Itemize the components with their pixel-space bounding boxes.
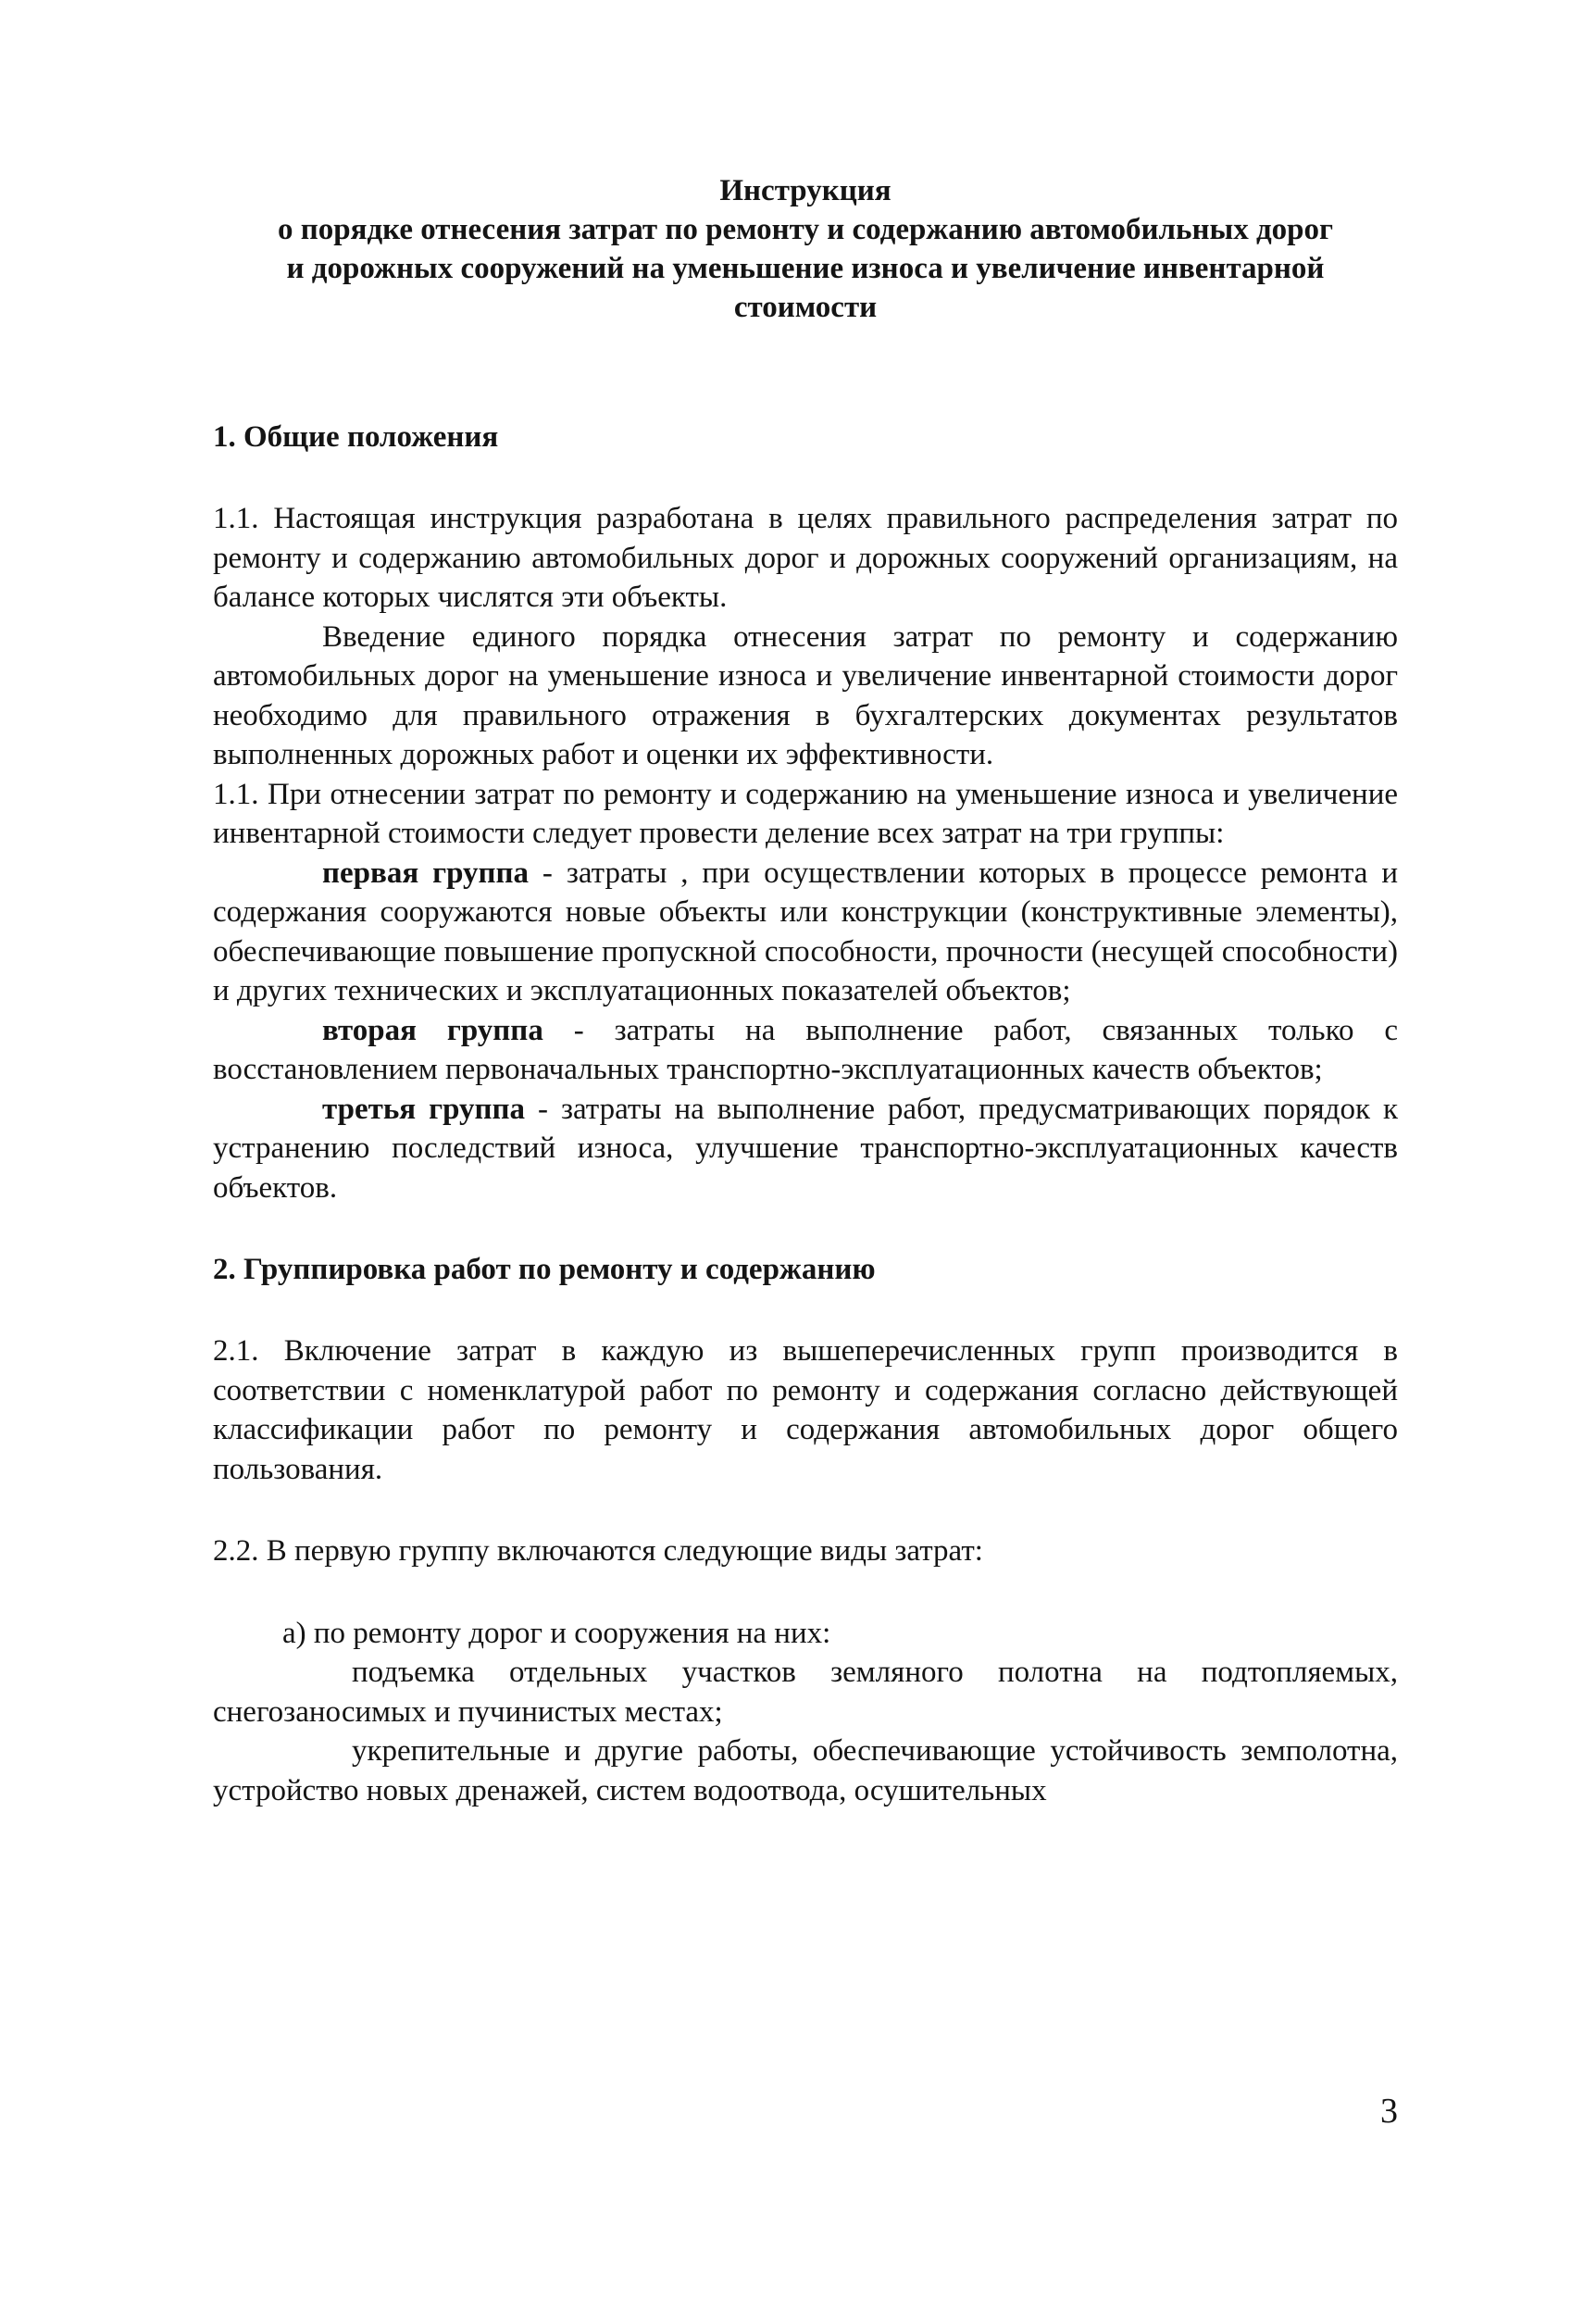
- title-line-1: Инструкция: [719, 174, 892, 207]
- list-item-1: подъемка отдельных участков земляного полотна на подтопляемых, снегозаносимых и пучинистых местах;: [213, 1656, 1398, 1729]
- group-1-paragraph: [213, 854, 1398, 1011]
- group-3-term: третья группа: [322, 1092, 526, 1126]
- group-3-paragraph: [213, 1090, 1398, 1208]
- title-line-3: и дорожных сооружений на уменьшение износа и увеличение инвентарной: [286, 252, 1325, 285]
- section-1-heading: 1. Общие положения: [213, 420, 499, 454]
- group-2-paragraph: [213, 1011, 1398, 1090]
- title-line-2: о порядке отнесения затрат по ремонту и содержанию автомобильных дорог: [277, 213, 1334, 246]
- paragraph-2-1: 2.1. Включение затрат в каждую из вышеперечисленных групп производится в соответствии с номенклатурой работ по ремонту и содержания согласно действующей классификации работ по ремонту и содержания автомобильных дорог общего пользования.: [213, 1334, 1398, 1486]
- group-2-text: - затраты на выполнение работ, связанных только с восстановлением первоначальных транспортно-эксплуатационных качеств объектов;: [213, 1013, 1399, 1086]
- paragraph-introduction: Введение единого порядка отнесения затрат по ремонту и содержанию автомобильных дорог на уменьшение износа и увеличение инвентарной стоимости дорог необходимо для правильного отражения в бухгалтерских документах результатов выполненных дорожных работ и оценки их эффективности.: [213, 619, 1398, 771]
- group-1-term: первая группа: [322, 856, 530, 890]
- page-number: 3: [1380, 2092, 1398, 2131]
- subsection-a-heading: а) по ремонту дорог и сооружения на них:: [282, 1616, 831, 1650]
- paragraph-1-1: 1.1. Настоящая инструкция разработана в целях правильного распределения затрат по ремонту и содержанию автомобильных дорог и дорожных сооружений организациям, на балансе которых числятся эти объекты.: [213, 502, 1398, 614]
- document-title: [213, 171, 1398, 327]
- group-1-text: - затраты , при осуществлении которых в процессе ремонта и содержания сооружаются новые объекты или конструкции (конструктивные элементы), обеспечивающие повышение пропускной способности, прочности (несущей способности) и других технических и эксплуатационных показателей объектов;: [213, 856, 1399, 1007]
- paragraph-2-2: 2.2. В первую группу включаются следующие виды затрат:: [213, 1534, 983, 1568]
- group-2-term: вторая группа: [322, 1013, 543, 1047]
- group-3-text: - затраты на выполнение работ, предусматривающих порядок к устранению последствий износа, улучшение транспортно-эксплуатационных качеств объектов.: [213, 1092, 1398, 1205]
- list-item-2: укрепительные и другие работы, обеспечивающие устойчивость земполотна, устройство новых дренажей, систем водоотвода, осушительных: [213, 1734, 1398, 1807]
- title-line-4: стоимости: [733, 291, 878, 324]
- document-page: [213, 171, 1398, 2227]
- paragraph-1-1-groups: 1.1. При отнесении затрат по ремонту и содержанию на уменьшение износа и увеличение инвентарной стоимости следует провести деление всех затрат на три группы:: [213, 777, 1398, 850]
- section-2-heading: 2. Группировка работ по ремонту и содержанию: [213, 1253, 876, 1286]
